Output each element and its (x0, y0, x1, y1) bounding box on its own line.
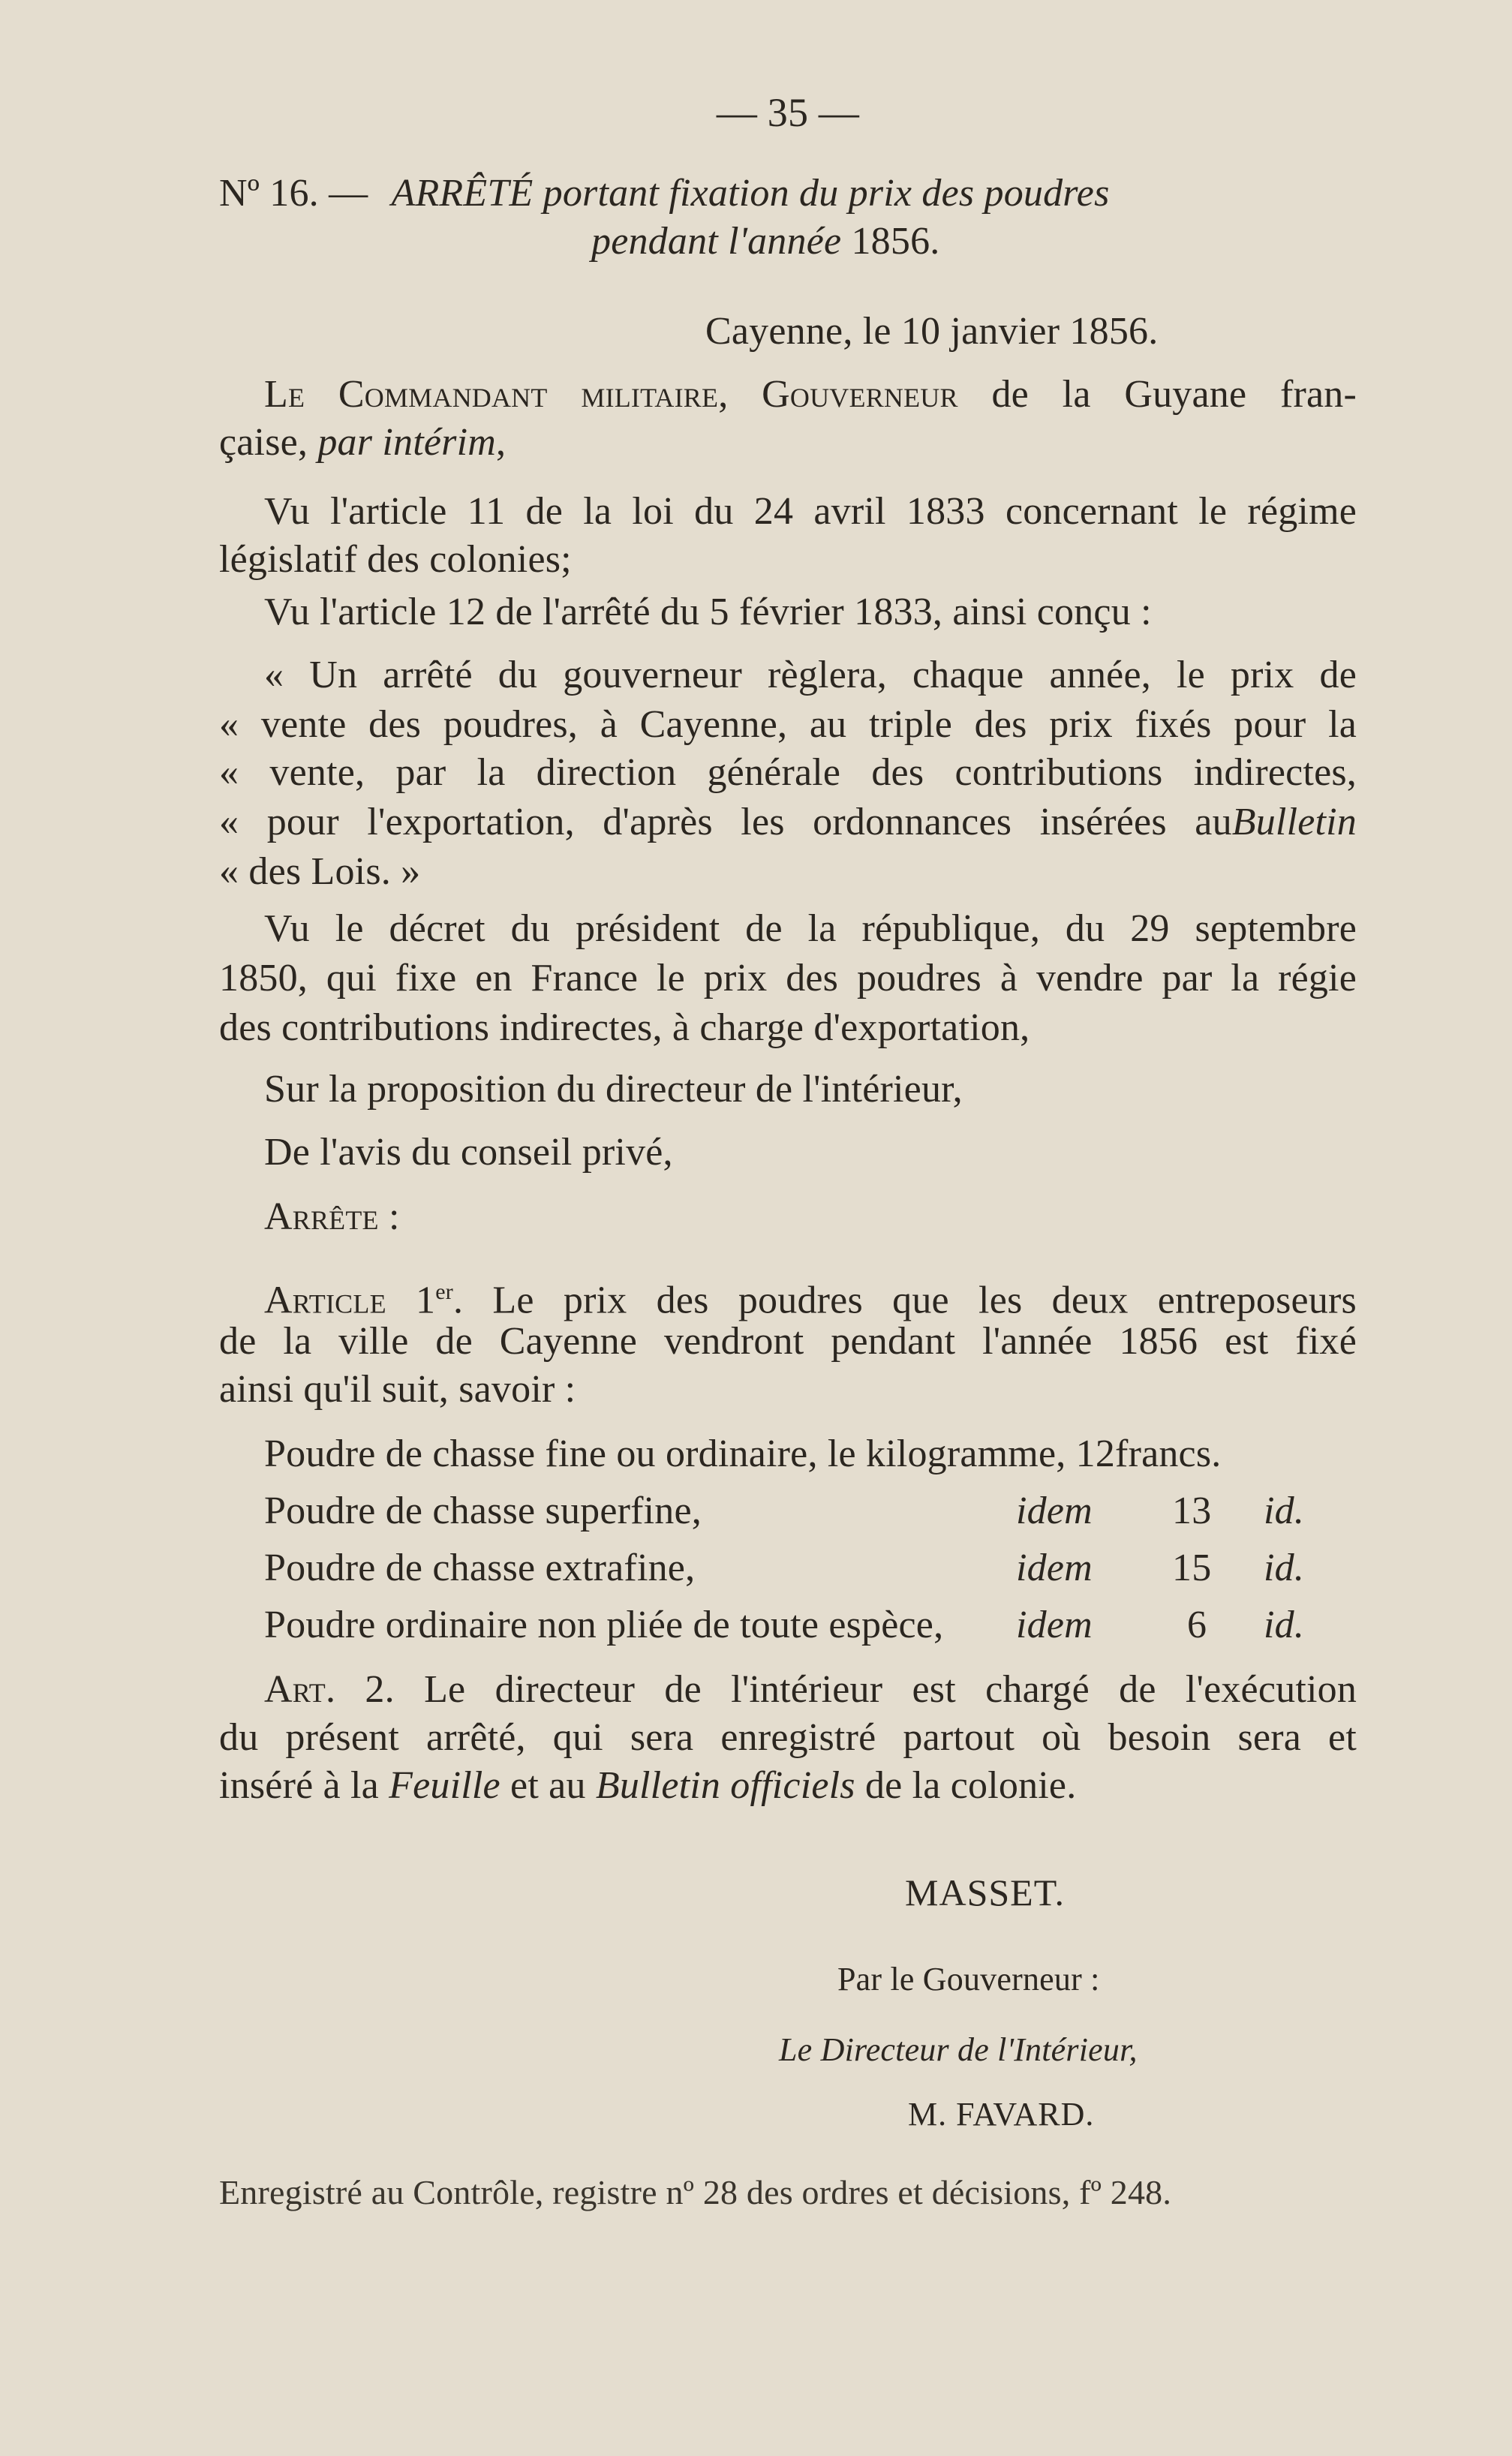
quote-line: « Un arrêté du gouverneur règlera, chaque année, le prix de (264, 654, 1357, 696)
bulletin-officiels-italic: Bulletin officiels (595, 1764, 855, 1807)
article-2-label: Art. 2. (264, 1668, 395, 1711)
tariff-row (264, 1430, 1357, 1478)
authority-comma: , (495, 421, 507, 464)
authority-line-2 (219, 419, 506, 467)
article-2-line-2: du présent arrêté, qui sera enregistré partout où besoin sera et (219, 1716, 1357, 1759)
tariff-label: Poudre de chasse extrafine, (264, 1547, 696, 1589)
quote-text: « pour l'exportation, d'après les ordonnances insérées au (219, 801, 1232, 843)
decree-title-line-2 (591, 218, 939, 266)
considerant-line: Vu le décret du président de la république, du 29 septembre (264, 907, 1357, 950)
page-number: — 35 — (716, 90, 860, 135)
authority-line-1 (264, 371, 1357, 419)
tariff-price: 13 (1172, 1490, 1212, 1532)
decree-title-text: ARRÊTÉ portant fixation du prix des poudres (391, 172, 1110, 215)
considerant-line: des contributions indirectes, à charge d'exportation, (219, 1006, 1030, 1049)
tariff-unit: id. (1264, 1604, 1305, 1646)
article-1-sup: er (435, 1279, 453, 1304)
tariff-row (264, 1487, 1357, 1535)
article-2-text: de la colonie. (864, 1764, 1077, 1807)
decree-title-period: pendant l'année (591, 220, 842, 263)
authority-continuation: çaise, (219, 421, 308, 464)
feuille-italic: Feuille (389, 1764, 500, 1807)
decree-title-line-1 (219, 170, 1357, 218)
considerant-line: 1850, qui fixe en France le prix des poudres à vendre par la régie (219, 957, 1357, 1000)
article-1-line-1 (264, 1268, 1357, 1324)
quote-line: « vente, par la direction générale des contributions indirectes, (219, 751, 1357, 794)
countersign-line-3: M. FAVARD. (908, 2096, 1095, 2133)
tariff-price: 12 (1075, 1432, 1116, 1475)
countersign-line-2: Le Directeur de l'Intérieur, (779, 2031, 1138, 2068)
authority-title: Le Commandant militaire (264, 373, 719, 416)
authority-governor: Gouverneur (762, 373, 958, 416)
considerant-line: législatif des colonies; (219, 538, 572, 581)
tariff-price: 15 (1172, 1547, 1212, 1589)
tariff-idem: idem (1016, 1604, 1093, 1646)
considerant-line: Sur la proposition du directeur de l'intérieur, (264, 1068, 963, 1111)
tariff-price: 6 (1187, 1604, 1207, 1646)
article-1-line-2: de la ville de Cayenne vendront pendant l'année 1856 est fixé (219, 1320, 1357, 1363)
quote-line-bulletin (219, 798, 1357, 846)
article-2-text: inséré à la (219, 1764, 379, 1807)
quote-line: « vente des poudres, à Cayenne, au triple des prix fixés pour la (219, 703, 1357, 746)
article-2-text: Le directeur de l'intérieur est chargé de l'exécution (424, 1668, 1357, 1711)
bulletin-italic: Bulletin (1231, 801, 1357, 843)
article-1-label: Article 1 (264, 1279, 436, 1322)
article-1-line-3: ainsi qu'il suit, savoir : (219, 1368, 576, 1411)
decree-number: Nº 16. — (219, 172, 368, 215)
decree-title-year: 1856. (851, 220, 940, 263)
article-2-line-1 (264, 1666, 1357, 1714)
arrete-heading: Arrête : (264, 1195, 400, 1238)
tariff-idem: idem (1016, 1547, 1093, 1589)
tariff-label: Poudre ordinaire non pliée de toute espèce, (264, 1604, 944, 1646)
tariff-row (264, 1544, 1357, 1592)
article-2-text: et au (510, 1764, 586, 1807)
tariff-unit: id. (1264, 1490, 1305, 1532)
place-date: Cayenne, le 10 janvier 1856. (705, 310, 1159, 353)
tariff-row (264, 1601, 1357, 1649)
article-2-line-3 (219, 1762, 1076, 1810)
considerant-line: Vu l'article 11 de la loi du 24 avril 1833 concernant le régime (264, 490, 1357, 533)
authority-separator: , (718, 373, 729, 416)
registration-note: Enregistré au Contrôle, registre nº 28 des ordres et décisions, fº 248. (219, 2173, 1172, 2211)
tariff-unit: francs. (1115, 1432, 1222, 1475)
tariff-idem: idem (1016, 1490, 1093, 1532)
tariff-label: Poudre de chasse superfine, (264, 1490, 702, 1532)
signature: MASSET. (905, 1871, 1066, 1913)
tariff-unit: id. (1264, 1547, 1305, 1589)
authority-region: de la Guyane fran- (991, 373, 1357, 416)
article-1-text: . Le prix des poudres que les deux entreposeurs (452, 1279, 1357, 1322)
considerant-line: Vu l'article 12 de l'arrêté du 5 février 1833, ainsi conçu : (264, 591, 1152, 633)
authority-interim: par intérim (317, 421, 496, 464)
tariff-label: Poudre de chasse fine ou ordinaire, le kilogramme, (264, 1432, 1066, 1475)
considerant-line: De l'avis du conseil privé, (264, 1131, 673, 1174)
quote-line-laws: « des Lois. » (219, 850, 421, 893)
countersign-line-1: Par le Gouverneur : (837, 1961, 1100, 1998)
